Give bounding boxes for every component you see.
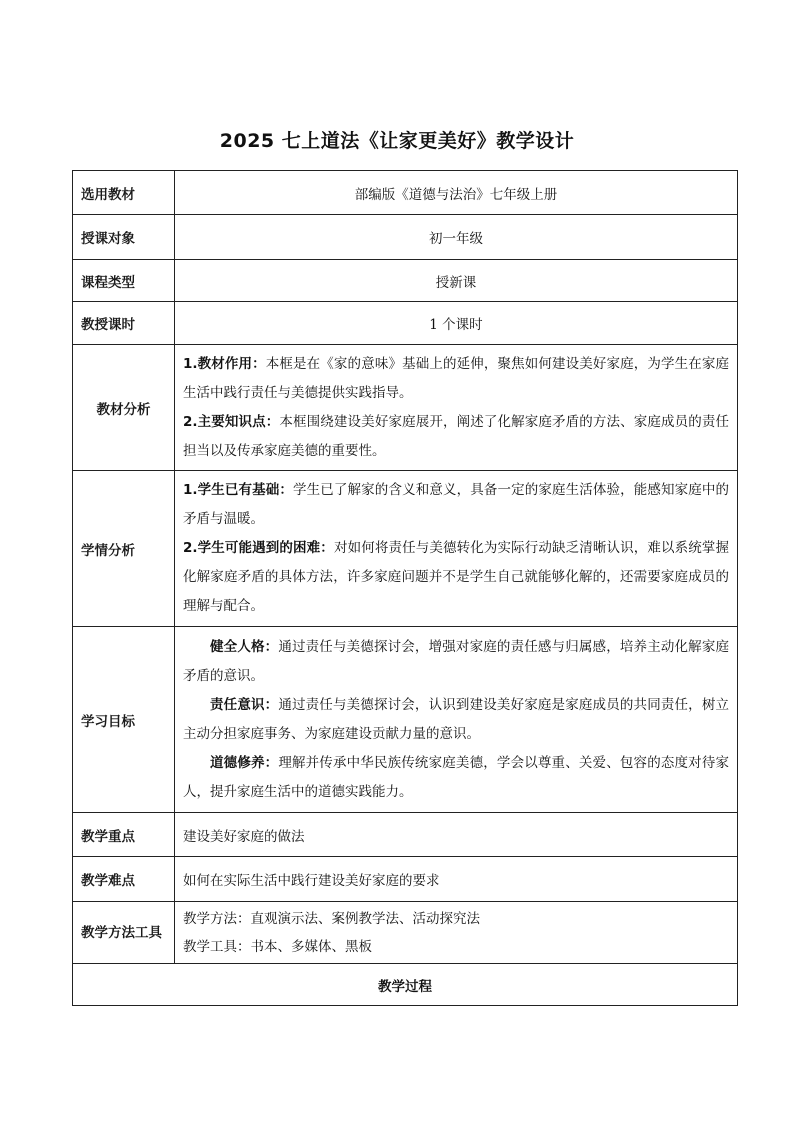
item-text: 对如何将责任与美德转化为实际行动缺乏清晰认识，难以系统掌握化解家庭矛盾的具体方法，许多家庭问题并不是学生自己就能够化解的，还需要家庭成员的理解与配合。 [183,540,730,614]
methods-line: 教学方法：直观演示法、案例教学法、活动探究法 [183,910,480,927]
item-key: 2.学生可能遇到的困难： [183,540,334,556]
material-analysis-content [175,345,738,471]
tools-line: 教学工具：书本、多媒体、黑板 [183,938,372,955]
label-difficulty: 教学难点 [73,857,175,902]
item-text: 学生已了解家的含义和意义，具备一定的家庭生活体验，能感知家庭中的矛盾与温暖。 [183,482,729,527]
material-analysis-item [183,408,729,466]
methods-content [175,902,738,964]
document-title: 2025 七上道法《让家更美好》教学设计 [219,130,575,152]
row-key-point [73,813,738,857]
label-material-analysis: 教材分析 [73,345,175,471]
value-difficulty: 如何在实际生活中践行建设美好家庭的要求 [175,857,738,902]
objective-item [183,749,729,807]
row-difficulty [73,857,738,902]
label-key-point: 教学重点 [73,813,175,857]
value-audience: 初一年级 [175,215,738,260]
student-analysis-content [175,471,738,627]
objectives-content [175,627,738,813]
item-key: 1.学生已有基础： [183,482,294,498]
objective-item [183,633,729,691]
row-material-analysis [73,345,738,471]
label-student-analysis: 学情分析 [73,471,175,627]
row-process-header [73,964,738,1006]
teaching-process-heading: 教学过程 [73,964,738,1006]
label-audience: 授课对象 [73,215,175,260]
item-key: 1.教材作用： [183,355,266,372]
item-key: 2.主要知识点： [183,413,280,430]
item-text: 通过责任与美德探讨会，认识到建设美好家庭是家庭成员的共同责任，树立主动分担家庭事务、为家庭建设贡献力量的意识。 [183,696,730,742]
label-methods: 教学方法工具 [73,902,175,964]
objective-item [183,691,729,749]
row-objectives [73,627,738,813]
item-text: 理解并传承中华民族传统家庭美德，学会以尊重、关爱、包容的态度对待家人，提升家庭生活中的道德实践能力。 [183,754,730,800]
row-hours [73,302,738,345]
item-text: 本框围绕建设美好家庭展开，阐述了化解家庭矛盾的方法、家庭成员的责任担当以及传承家庭美德的重要性。 [183,413,729,459]
row-course-type [73,260,738,302]
row-methods [73,902,738,964]
value-textbook: 部编版《道德与法治》七年级上册 [175,171,738,215]
label-hours: 教授课时 [73,302,175,345]
label-textbook: 选用教材 [73,171,175,215]
item-text: 通过责任与美德探讨会，增强对家庭的责任感与归属感，培养主动化解家庭矛盾的意识。 [183,638,730,684]
student-analysis-item [183,534,729,621]
student-analysis-item [183,476,729,534]
label-course-type: 课程类型 [73,260,175,302]
value-hours: 1 个课时 [175,302,738,345]
material-analysis-item [183,350,729,408]
item-text: 本框是在《家的意味》基础上的延伸，聚焦如何建设美好家庭，为学生在家庭生活中践行责任与美德提供实践指导。 [183,355,730,401]
label-objectives: 学习目标 [73,627,175,813]
item-key: 责任意识： [210,696,279,713]
item-key: 健全人格： [210,638,279,655]
row-textbook [73,171,738,215]
row-student-analysis [73,471,738,627]
row-audience [73,215,738,260]
lesson-plan-table [72,170,738,1006]
value-course-type: 授新课 [175,260,738,302]
value-key-point: 建设美好家庭的做法 [175,813,738,857]
item-key: 道德修养： [210,754,279,771]
